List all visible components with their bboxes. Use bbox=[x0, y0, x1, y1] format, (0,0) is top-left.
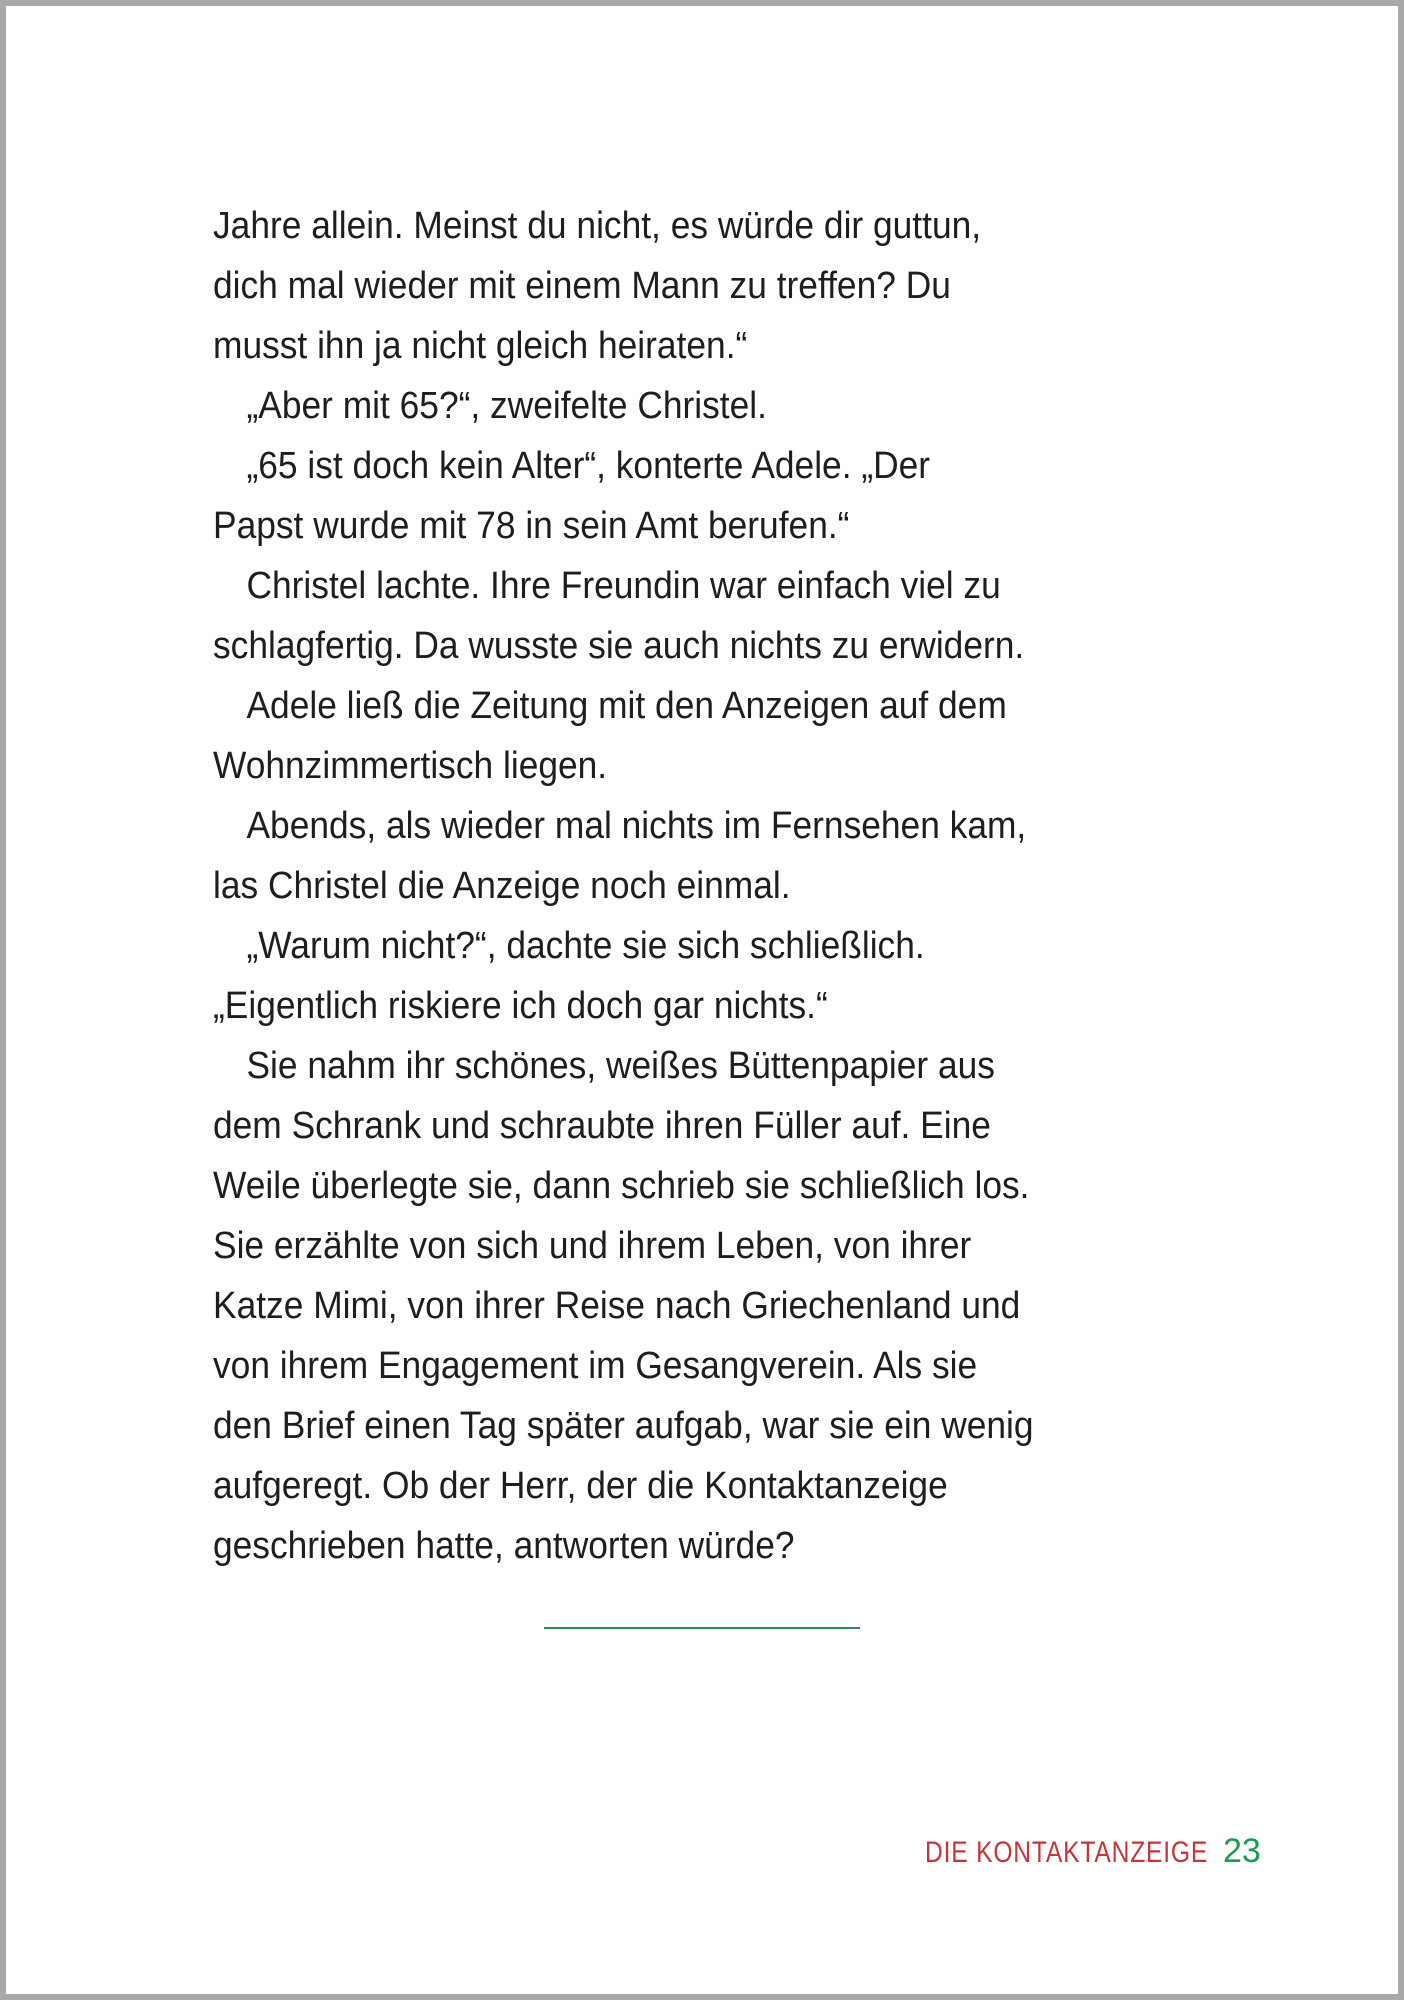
text-line: dem Schrank und schraubte ihren Füller auf. Eine bbox=[213, 1105, 991, 1147]
text-line: dich mal wieder mit einem Mann zu treffen? Du bbox=[213, 265, 951, 307]
body-text bbox=[213, 196, 1213, 1576]
page-number: 23 bbox=[1223, 1832, 1261, 1870]
running-head: DIE KONTAKTANZEIGE bbox=[925, 1836, 1209, 1869]
text-line: musst ihn ja nicht gleich heiraten.“ bbox=[213, 325, 748, 367]
text-line: von ihrem Engagement im Gesangverein. Als sie bbox=[213, 1345, 978, 1387]
text-line: Wohnzimmertisch liegen. bbox=[213, 745, 608, 787]
text-line: Abends, als wieder mal nichts im Fernsehen kam, bbox=[246, 805, 1027, 847]
text-line: geschrieben hatte, antworten würde? bbox=[213, 1525, 795, 1567]
text-line: aufgeregt. Ob der Herr, der die Kontaktanzeige bbox=[213, 1465, 948, 1507]
text-line: Jahre allein. Meinst du nicht, es würde dir guttun, bbox=[213, 205, 982, 247]
text-line: „Aber mit 65?“, zweifelte Christel. bbox=[246, 385, 767, 427]
text-line: Sie erzählte von sich und ihrem Leben, von ihrer bbox=[213, 1225, 972, 1267]
text-line: „Eigentlich riskiere ich doch gar nichts.“ bbox=[213, 985, 828, 1027]
text-line: den Brief einen Tag später aufgab, war sie ein wenig bbox=[213, 1405, 1034, 1447]
text-line: Adele ließ die Zeitung mit den Anzeigen auf dem bbox=[246, 685, 1007, 727]
text-line: las Christel die Anzeige noch einmal. bbox=[213, 865, 791, 907]
section-divider bbox=[544, 1627, 860, 1629]
text-line: „65 ist doch kein Alter“, konterte Adele. „Der bbox=[246, 445, 931, 487]
text-line: Sie nahm ihr schönes, weißes Büttenpapier aus bbox=[246, 1045, 995, 1087]
text-line: Katze Mimi, von ihrer Reise nach Griechenland und bbox=[213, 1285, 1021, 1327]
text-line: Christel lachte. Ihre Freundin war einfach viel zu bbox=[246, 565, 1001, 607]
text-line: Papst wurde mit 78 in sein Amt berufen.“ bbox=[213, 505, 850, 547]
book-page bbox=[6, 6, 1398, 1994]
text-line: Weile überlegte sie, dann schrieb sie schließlich los. bbox=[213, 1165, 1030, 1207]
text-line: schlagfertig. Da wusste sie auch nichts zu erwidern. bbox=[213, 625, 1025, 667]
page-footer bbox=[925, 1832, 1261, 1872]
text-line: „Warum nicht?“, dachte sie sich schließlich. bbox=[246, 925, 925, 967]
